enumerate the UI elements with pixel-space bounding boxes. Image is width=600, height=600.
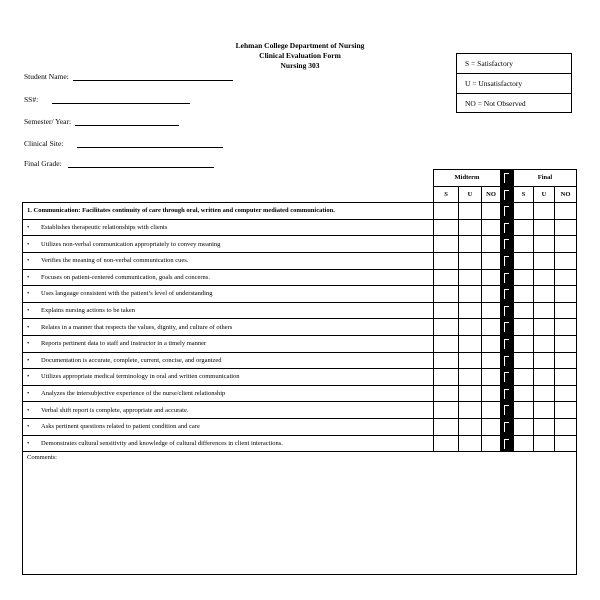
header-row-1 <box>23 170 577 187</box>
score-cell[interactable] <box>459 352 482 369</box>
score-cell[interactable] <box>534 252 555 269</box>
score-cell[interactable] <box>555 418 577 435</box>
score-cell[interactable] <box>482 435 501 452</box>
score-cell[interactable] <box>482 418 501 435</box>
divider-cell <box>501 219 514 236</box>
divider-cell <box>501 203 514 220</box>
score-cell[interactable] <box>514 352 534 369</box>
score-cell[interactable] <box>434 385 459 402</box>
criterion-cell <box>23 385 434 402</box>
score-cell[interactable] <box>534 402 555 419</box>
score-cell[interactable] <box>514 269 534 286</box>
table-row <box>23 236 577 253</box>
score-cell[interactable] <box>434 402 459 419</box>
score-cell[interactable] <box>434 236 459 253</box>
bullet-icon: • <box>27 307 30 315</box>
bullet-icon: • <box>27 356 30 364</box>
score-cell[interactable] <box>514 435 534 452</box>
divider-cell <box>501 186 514 203</box>
divider-cell <box>501 369 514 386</box>
criterion-cell <box>23 402 434 419</box>
score-cell[interactable] <box>482 219 501 236</box>
score-cell[interactable] <box>434 369 459 386</box>
bullet-icon: • <box>27 340 30 348</box>
criterion-cell <box>23 435 434 452</box>
bullet-icon: • <box>27 439 30 447</box>
score-cell[interactable] <box>534 236 555 253</box>
divider-cell <box>501 335 514 352</box>
score-cell[interactable] <box>514 335 534 352</box>
grading-legend <box>456 53 572 113</box>
criterion-cell <box>23 335 434 352</box>
score-cell[interactable] <box>555 369 577 386</box>
score-cell[interactable] <box>514 302 534 319</box>
criterion-cell <box>23 252 434 269</box>
bullet-icon: • <box>27 290 30 298</box>
bullet-icon: • <box>27 273 30 281</box>
criterion-cell <box>23 352 434 369</box>
divider-cell <box>501 170 514 187</box>
score-cell[interactable] <box>514 369 534 386</box>
table-row <box>23 219 577 236</box>
score-cell[interactable] <box>534 302 555 319</box>
score-cell[interactable] <box>555 286 577 303</box>
score-cell[interactable] <box>459 385 482 402</box>
score-cell[interactable] <box>514 319 534 336</box>
ss-label: SS#: <box>24 95 39 104</box>
table-row <box>23 269 577 286</box>
score-cell[interactable] <box>482 252 501 269</box>
criterion-cell <box>23 369 434 386</box>
score-cell[interactable] <box>482 319 501 336</box>
score-cell[interactable] <box>555 402 577 419</box>
final-u-header: U <box>534 186 555 203</box>
divider-cell <box>501 286 514 303</box>
criterion-cell <box>23 418 434 435</box>
table-row <box>23 385 577 402</box>
score-cell[interactable] <box>459 269 482 286</box>
score-cell[interactable] <box>534 219 555 236</box>
score-cell[interactable] <box>514 219 534 236</box>
ss-field <box>24 95 190 104</box>
criterion-text: Documentation is accurate, complete, current, concise, and organized <box>41 356 222 364</box>
table-row <box>23 402 577 419</box>
table-row <box>23 418 577 435</box>
score-cell[interactable] <box>434 319 459 336</box>
criterion-text: Explains nursing actions to be taken <box>41 307 136 315</box>
final-s-header: S <box>514 186 534 203</box>
criterion-text: Demonstrates cultural sensitivity and knowledge of cultural differences in client interactions. <box>41 439 283 447</box>
score-cell[interactable] <box>434 335 459 352</box>
table-row <box>23 369 577 386</box>
score-cell[interactable] <box>534 369 555 386</box>
score-cell[interactable] <box>555 319 577 336</box>
criterion-cell <box>23 269 434 286</box>
score-cell[interactable] <box>482 203 501 220</box>
score-cell[interactable] <box>482 385 501 402</box>
score-cell[interactable] <box>534 319 555 336</box>
header-row-2 <box>23 186 577 203</box>
criterion-cell <box>23 319 434 336</box>
student-name-input[interactable] <box>73 72 233 81</box>
table-row <box>23 252 577 269</box>
score-cell[interactable] <box>534 435 555 452</box>
score-cell[interactable] <box>459 418 482 435</box>
score-cell[interactable] <box>534 385 555 402</box>
score-cell[interactable] <box>534 352 555 369</box>
score-cell[interactable] <box>482 286 501 303</box>
criterion-text: Verbal shift report is complete, appropriate and accurate. <box>41 406 189 414</box>
score-cell[interactable] <box>514 236 534 253</box>
criterion-text: Utilizes appropriate medical terminology in oral and written communication <box>41 373 240 381</box>
student-name-field <box>24 72 233 81</box>
final-grade-input[interactable] <box>68 159 214 168</box>
score-cell[interactable] <box>459 369 482 386</box>
score-cell[interactable] <box>434 203 459 220</box>
score-cell[interactable] <box>555 302 577 319</box>
bullet-icon: • <box>27 323 30 331</box>
divider-cell <box>501 236 514 253</box>
final-header: Final <box>514 170 577 187</box>
college-name: Lehman College Department of Nursing <box>235 41 365 50</box>
score-cell[interactable] <box>555 219 577 236</box>
legend-unsatisfactory: U = Unsatisfactory <box>457 74 571 94</box>
score-cell[interactable] <box>459 236 482 253</box>
score-cell[interactable] <box>482 269 501 286</box>
divider-cell <box>501 352 514 369</box>
criterion-text: Verifies the meaning of non-verbal communication cues. <box>41 257 189 265</box>
score-cell[interactable] <box>555 352 577 369</box>
divider-cell <box>501 435 514 452</box>
score-cell[interactable] <box>555 236 577 253</box>
score-cell[interactable] <box>555 335 577 352</box>
midterm-s-header: S <box>434 186 459 203</box>
divider-cell <box>501 402 514 419</box>
bullet-icon: • <box>27 240 30 248</box>
table-row <box>23 335 577 352</box>
section-row <box>23 203 577 220</box>
score-cell[interactable] <box>534 203 555 220</box>
score-cell[interactable] <box>482 236 501 253</box>
table-row <box>23 286 577 303</box>
score-cell[interactable] <box>434 302 459 319</box>
bullet-icon: • <box>27 257 30 265</box>
course-name: Nursing 303 <box>280 61 320 70</box>
score-cell[interactable] <box>514 385 534 402</box>
criterion-text: Reports pertinent data to staff and instructor in a timely manner <box>41 340 207 348</box>
score-cell[interactable] <box>534 418 555 435</box>
bullet-icon: • <box>27 224 30 232</box>
criterion-text: Utilizes non-verbal communication appropriately to convey meaning <box>41 240 221 248</box>
criterion-cell <box>23 219 434 236</box>
comments-row <box>23 452 577 575</box>
divider-cell <box>501 252 514 269</box>
section-title: 1. Communication: Facilitates continuity of care through oral, written and computer mediated communication. <box>23 203 434 220</box>
score-cell[interactable] <box>459 203 482 220</box>
criterion-text: Uses language consistent with the patient’s level of understanding <box>41 290 213 298</box>
score-cell[interactable] <box>482 402 501 419</box>
bullet-icon: • <box>27 373 30 381</box>
divider-cell <box>501 302 514 319</box>
bullet-icon: • <box>27 406 30 414</box>
criterion-cell <box>23 286 434 303</box>
score-cell[interactable] <box>514 418 534 435</box>
score-cell[interactable] <box>459 286 482 303</box>
score-cell[interactable] <box>555 269 577 286</box>
table-row <box>23 319 577 336</box>
form-name: Clinical Evaluation Form <box>259 51 341 60</box>
score-cell[interactable] <box>482 302 501 319</box>
divider-cell <box>501 269 514 286</box>
criterion-text: Asks pertinent questions related to patient condition and care <box>41 423 200 431</box>
score-cell[interactable] <box>482 335 501 352</box>
score-cell[interactable] <box>434 286 459 303</box>
score-cell[interactable] <box>434 252 459 269</box>
score-cell[interactable] <box>434 418 459 435</box>
semester-label: Semester/ Year: <box>24 117 72 126</box>
table-row <box>23 352 577 369</box>
score-cell[interactable] <box>459 252 482 269</box>
score-cell[interactable] <box>434 219 459 236</box>
final-no-header: NO <box>555 186 577 203</box>
bullet-icon: • <box>27 423 30 431</box>
clinical-site-field <box>24 139 223 148</box>
table-row <box>23 302 577 319</box>
score-cell[interactable] <box>459 219 482 236</box>
score-cell[interactable] <box>514 286 534 303</box>
score-cell[interactable] <box>534 286 555 303</box>
criterion-text: Analyzes the intersubjective experience of the nurse/client relationship <box>41 390 226 398</box>
divider-cell <box>501 319 514 336</box>
midterm-no-header: NO <box>482 186 501 203</box>
score-cell[interactable] <box>555 203 577 220</box>
student-name-label: Student Name: <box>24 72 69 81</box>
score-cell[interactable] <box>555 435 577 452</box>
table-row <box>23 435 577 452</box>
ss-input[interactable] <box>52 95 190 104</box>
midterm-u-header: U <box>459 186 482 203</box>
score-cell[interactable] <box>434 269 459 286</box>
score-cell[interactable] <box>459 402 482 419</box>
evaluation-table <box>22 169 577 575</box>
criterion-text: Focuses on patient-centered communication, goals and concerns. <box>41 273 210 281</box>
score-cell[interactable] <box>434 352 459 369</box>
clinical-site-input[interactable] <box>77 139 223 148</box>
score-cell[interactable] <box>555 385 577 402</box>
score-cell[interactable] <box>514 203 534 220</box>
score-cell[interactable] <box>459 335 482 352</box>
score-cell[interactable] <box>434 435 459 452</box>
score-cell[interactable] <box>482 369 501 386</box>
final-grade-label: Final Grade: <box>24 159 62 168</box>
score-cell[interactable] <box>534 335 555 352</box>
score-cell[interactable] <box>555 252 577 269</box>
criterion-text: Establishes therapeutic relationships with clients <box>41 224 168 232</box>
criterion-cell <box>23 302 434 319</box>
score-cell[interactable] <box>514 252 534 269</box>
score-cell[interactable] <box>534 269 555 286</box>
criterion-cell <box>23 236 434 253</box>
legend-satisfactory: S = Satisfactory <box>457 54 571 74</box>
divider-cell <box>501 418 514 435</box>
midterm-header: Midterm <box>434 170 501 187</box>
bullet-icon: • <box>27 390 30 398</box>
legend-not-observed: NO = Not Observed <box>465 99 526 108</box>
criterion-text: Relates in a manner that respects the values, dignity, and culture of others <box>41 323 233 331</box>
score-cell[interactable] <box>514 402 534 419</box>
comments-label: Comments: <box>27 454 57 462</box>
score-cell[interactable] <box>459 319 482 336</box>
form-title <box>200 41 400 71</box>
final-grade-field <box>24 159 214 168</box>
divider-cell <box>501 385 514 402</box>
score-cell[interactable] <box>482 352 501 369</box>
semester-input[interactable] <box>75 117 179 126</box>
score-cell[interactable] <box>459 435 482 452</box>
clinical-site-label: Clinical Site: <box>24 139 64 148</box>
semester-field <box>24 117 179 126</box>
comments-box[interactable] <box>23 452 577 575</box>
score-cell[interactable] <box>459 302 482 319</box>
